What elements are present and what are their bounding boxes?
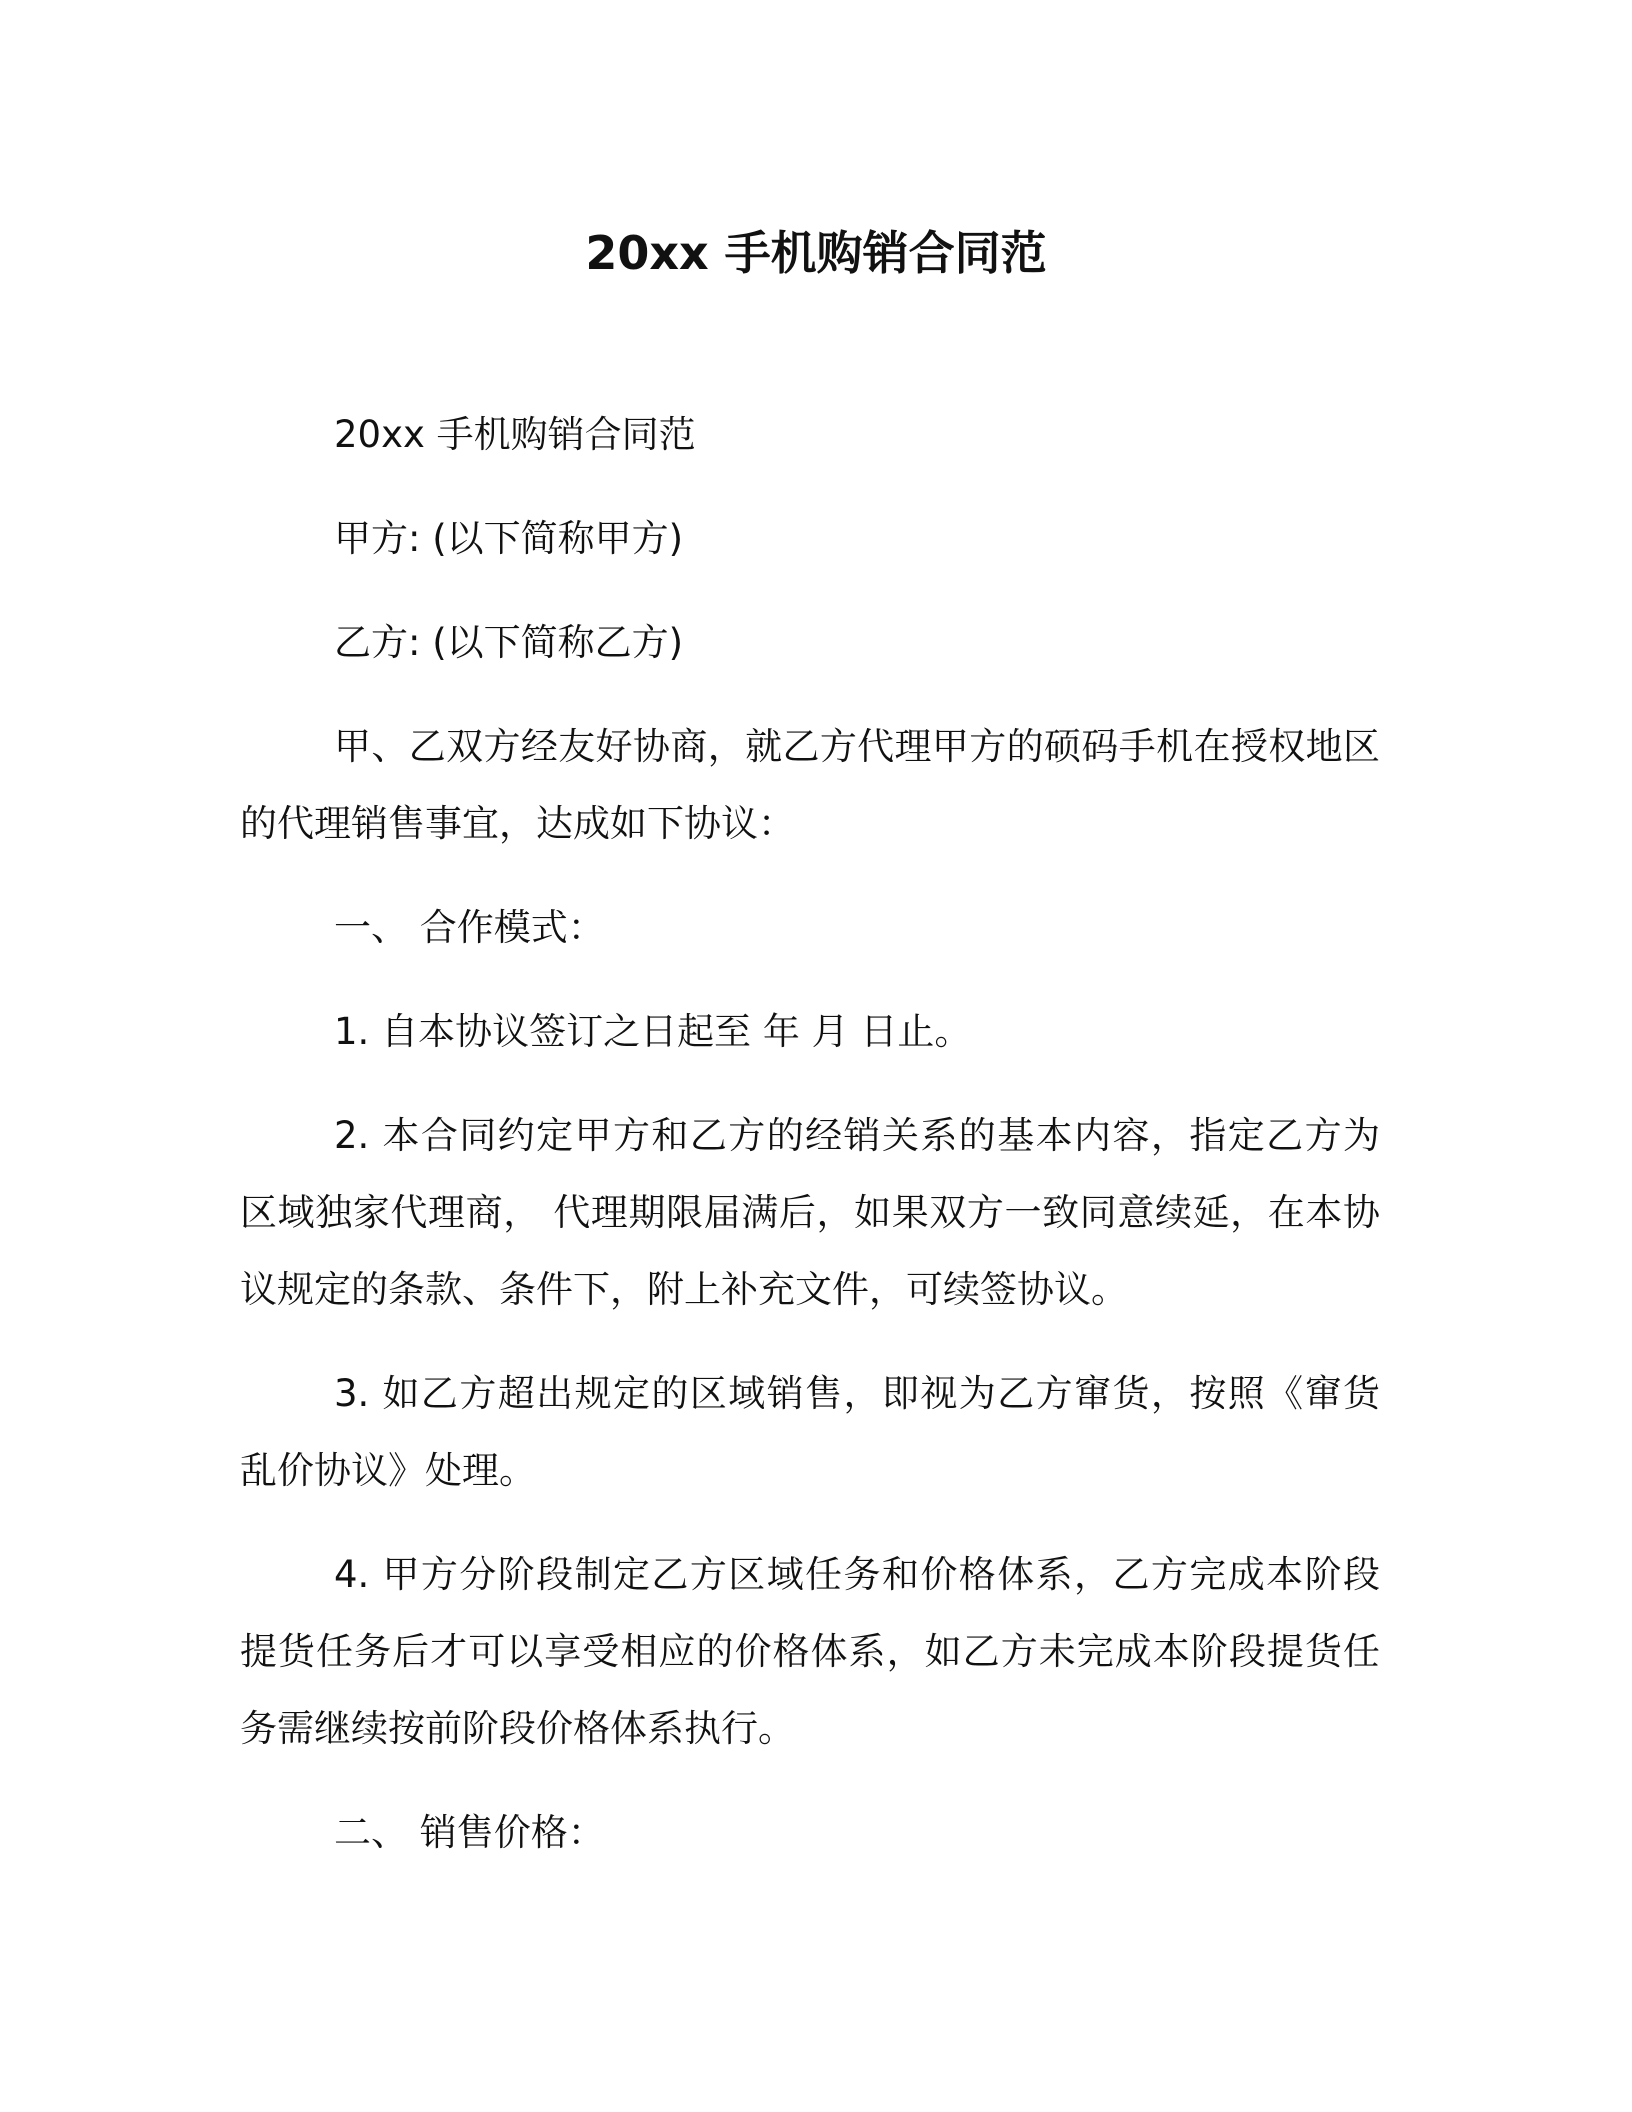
party-b-line: 乙方: (以下简称乙方) (334, 621, 684, 664)
contract-subtitle: 20xx 手机购销合同范 (334, 413, 696, 456)
document-title: 20xx 手机购销合同范 (585, 226, 1047, 280)
section-heading-cooperation-mode: 一、 合作模式： (334, 906, 605, 949)
party-a-line: 甲方: (以下简称甲方) (334, 517, 684, 560)
clause-3: 3. 如乙方超出规定的区域销售，即视为乙方窜货，按照《窜货乱价协议》处理。 (240, 1372, 1380, 1492)
clause-1: 1. 自本协议签订之日起至 年 月 日止。 (334, 1010, 972, 1053)
section-heading-sales-price: 二、 销售价格： (334, 1811, 605, 1854)
clause-2: 2. 本合同约定甲方和乙方的经销关系的基本内容，指定乙方为区域独家代理商， 代理期限届满后，如果双方一致同意续延，在本协议规定的条款、条件下，附上补充文件，可续签协议。 (240, 1114, 1380, 1311)
intro-paragraph: 甲、乙双方经友好协商，就乙方代理甲方的硕码手机在授权地区的代理销售事宜，达成如下协议： (240, 725, 1380, 845)
document-body (240, 396, 1380, 1898)
clause-4: 4. 甲方分阶段制定乙方区域任务和价格体系，乙方完成本阶段提货任务后才可以享受相应的价格体系，如乙方未完成本阶段提货任务需继续按前阶段价格体系执行。 (240, 1553, 1380, 1750)
